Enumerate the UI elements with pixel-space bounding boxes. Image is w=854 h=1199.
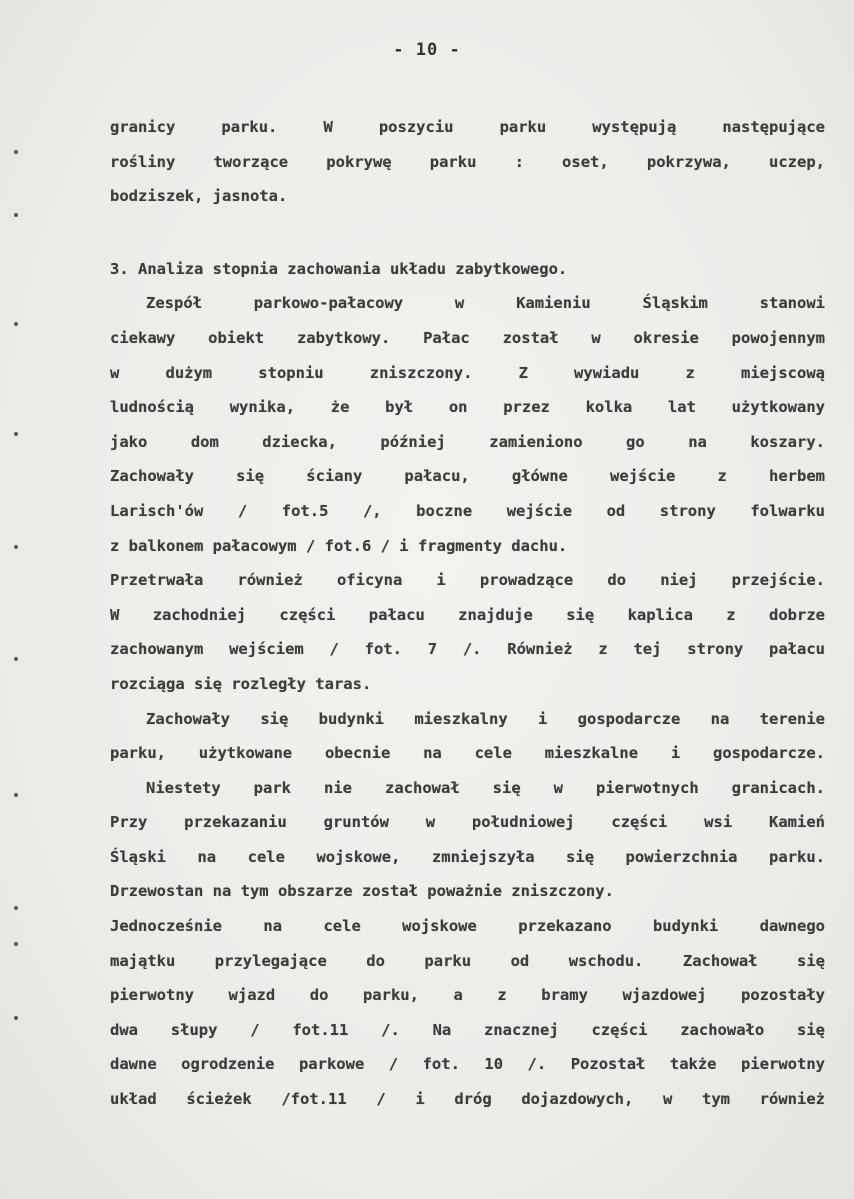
text-line: rozciąga się rozległy taras. <box>110 674 372 693</box>
text-line: parku, użytkowane obecnie na cele mieszkalne i gospodarcze. <box>110 744 825 763</box>
text-line: jako dom dziecka, później zamieniono go na koszary. <box>110 432 825 451</box>
margin-mark <box>14 432 18 436</box>
text-line: Śląski na cele wojskowe, zmniejszyła się powierzchnia parku. <box>110 847 825 866</box>
text-line: Zespół parkowo-pałacowy w Kamieniu Śląskim stanowi <box>146 294 825 313</box>
margin-mark <box>14 942 18 946</box>
margin-mark <box>14 150 18 154</box>
text-line: Przy przekazaniu gruntów w południowej części wsi Kamień <box>110 813 825 832</box>
text-line: bodziszek, jasnota. <box>110 187 288 206</box>
text-line: pierwotny wjazd do parku, a z bramy wjazdowej pozostały <box>110 986 825 1005</box>
text-line: układ ścieżek /fot.11 / i dróg dojazdowych, w tym również <box>110 1090 825 1109</box>
margin-mark <box>14 322 18 326</box>
text-line: Drzewostan na tym obszarze został poważnie zniszczony. <box>110 882 614 901</box>
margin-mark <box>14 213 18 217</box>
text-line: ciekawy obiekt zabytkowy. Pałac został w okresie powojennym <box>110 328 825 347</box>
margin-mark <box>14 1016 18 1020</box>
text-line: Zachowały się ściany pałacu, główne wejście z herbem <box>110 467 825 486</box>
text-line: Jednocześnie na cele wojskowe przekazano budynki dawnego <box>110 917 825 936</box>
text-line: dwa słupy / fot.11 /. Na znacznej części zachowało się <box>110 1020 825 1039</box>
section-heading: 3. Analiza stopnia zachowania układu zabytkowego. <box>110 259 568 278</box>
text-line: w dużym stopniu zniszczony. Z wywiadu z miejscową <box>110 363 825 382</box>
text-line: granicy parku. W poszyciu parku występują następujące <box>110 118 825 136</box>
text-line: Przetrwała również oficyna i prowadzące do niej przejście. <box>110 571 825 590</box>
text-line: z balkonem pałacowym / fot.6 / i fragmenty dachu. <box>110 536 568 555</box>
text-line: rośliny tworzące pokrywę parku : oset, pokrzywa, uczep, <box>110 152 825 171</box>
margin-mark <box>14 906 18 910</box>
text-line: dawne ogrodzenie parkowe / fot. 10 /. Pozostał także pierwotny <box>110 1055 825 1074</box>
margin-mark <box>14 657 18 661</box>
text-line: Zachowały się budynki mieszkalny i gospodarcze na terenie <box>146 709 825 728</box>
text-line: majątku przylegające do parku od wschodu. Zachował się <box>110 951 825 970</box>
text-line: Larisch'ów / fot.5 /, boczne wejście od strony folwarku <box>110 501 825 520</box>
text-line: W zachodniej części pałacu znajduje się kaplica z dobrze <box>110 605 825 624</box>
text-line: ludnością wynika, że był on przez kolka lat użytkowany <box>110 398 825 417</box>
margin-mark <box>14 545 18 549</box>
paragraph-gap <box>110 214 825 252</box>
body-text <box>110 110 825 1117</box>
margin-mark <box>14 793 18 797</box>
text-line: Niestety park nie zachował się w pierwotnych granicach. <box>146 778 825 797</box>
page-number: - 10 - <box>393 40 461 60</box>
text-line: zachowanym wejściem / fot. 7 /. Również z tej strony pałacu <box>110 640 825 659</box>
